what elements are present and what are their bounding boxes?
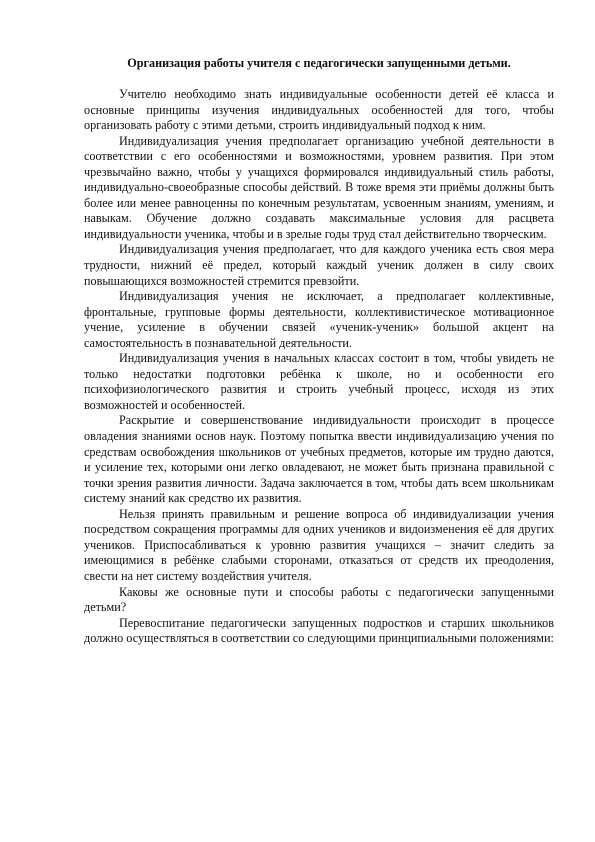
paragraph: Каковы же основные пути и способы работы с педагогически запущенными детьми? (84, 584, 554, 615)
paragraph: Раскрытие и совершенствование индивидуальности происходит в процессе овладения знаниями основ наук. Поэтому попытка ввести индивидуализацию учения по средствам освобождения школьников от учебных предметов, которые им трудно даются, и усиление тех, которыми они легко овладевают, не может быть признана правильной с точки зрения развития личности. Задача заключается в том, чтобы дать всем школьникам систему знаний как средство их развития. (84, 413, 554, 506)
paragraph: Перевоспитание педагогически запущенных подростков и старших школьников должно осуществляться в соответствии со следующими принципиальными положениями: (84, 615, 554, 646)
document-title: Организация работы учителя с педагогически запущенными детьми. (127, 56, 511, 70)
paragraph: Индивидуализация учения в начальных классах состоит в том, чтобы увидеть не только недостатки подготовки ребёнка к школе, но и особенности его психофизиологического развития и строить учебный процесс, исходя из этих возможностей и особенностей. (84, 351, 554, 412)
paragraph: Учителю необходимо знать индивидуальные особенности детей её класса и основные принципы изучения индивидуальных особенностей для того, чтобы организовать работу с этими детьми, строить индивидуальный подход к ним. (84, 87, 554, 133)
paragraph: Индивидуализация учения не исключает, а предполагает коллективные, фронтальные, групповые формы деятельности, коллективистическое мотивационное учение, усиление в обучении связей «ученик-ученик» большой акцент на самостоятельность в познавательной деятельности. (84, 289, 554, 350)
document-body (84, 55, 554, 647)
paragraph: Индивидуализация учения предполагает организацию учебной деятельности в соответствии с его особенностями и возможностями, уровнем развития. При этом чрезвычайно важно, чтобы у учащихся формировался индивидуальный стиль работы, индивидуально-своеобразные способы действий. В тоже время эти приёмы должны быть более или менее равноценны по конечным результатам, усвоенным знаниям, умениям, и навыкам. Обучение должно создавать максимальные условия для расцвета индивидуальности ученика, чтобы и в зрелые годы труд стал действительно творческим. (84, 133, 554, 241)
paragraph: Индивидуализация учения предполагает, что для каждого ученика есть своя мера трудности, нижний её предел, который каждый ученик должен в силу своих повышающихся возможностей стремится превзойти. (84, 242, 554, 288)
paragraph: Нельзя принять правильным и решение вопроса об индивидуализации учения посредством сокращения программы для одних учеников и видоизменения её для других учеников. Приспосабливаться к уровню развития учащихся – значит следить за имеющимися в ребёнке слабыми сторонами, отказаться от средств их преодоления, свести на нет систему воздействия учителя. (84, 506, 554, 583)
